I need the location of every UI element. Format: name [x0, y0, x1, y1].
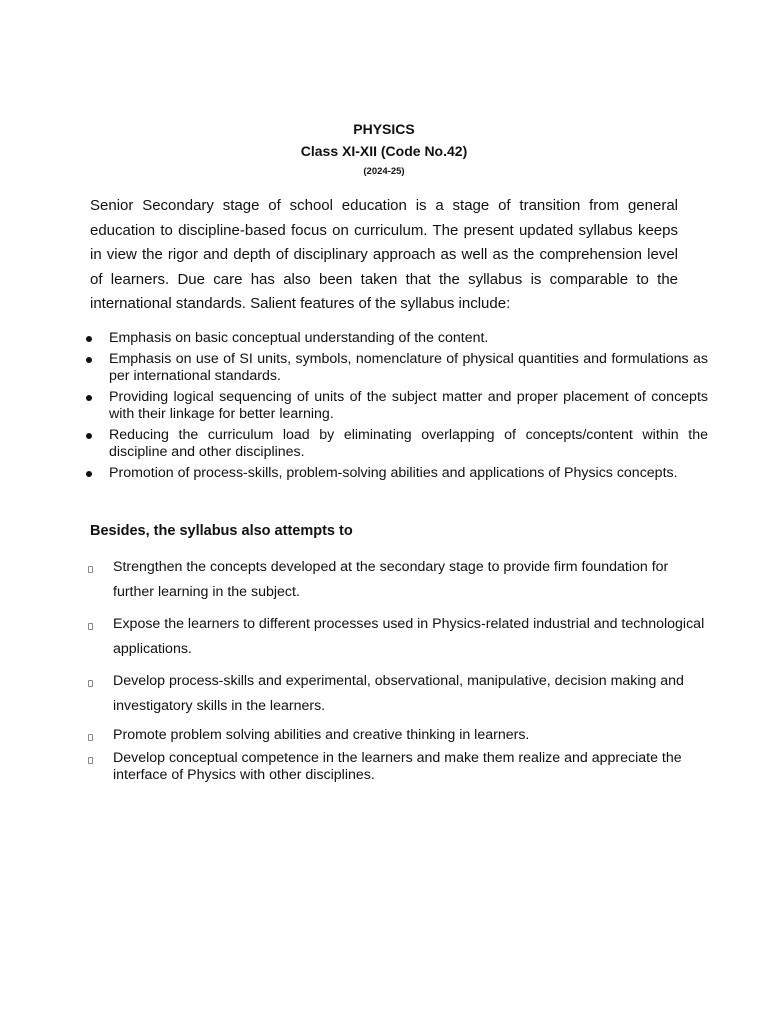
- list-item: [0, 555, 713, 604]
- bullet-box-icon: [88, 623, 93, 630]
- section-heading: Besides, the syllabus also attempts to: [90, 523, 353, 539]
- list-item: [0, 330, 708, 347]
- list-item: [0, 427, 708, 461]
- document-subtitle: Class XI-XII (Code No.42): [300, 143, 468, 159]
- bullet-box-icon: [88, 566, 93, 573]
- feature-text: Emphasis on use of SI units, symbols, nomenclature of physical quantities and formulations as per international standards.: [109, 351, 708, 384]
- list-item: [0, 750, 713, 784]
- bullet-icon: [86, 357, 92, 363]
- attempts-list: [0, 555, 768, 790]
- list-item: [0, 669, 713, 718]
- feature-text: Reducing the curriculum load by eliminating overlapping of concepts/content within the discipline and other disciplines.: [109, 427, 708, 460]
- list-item: [0, 727, 713, 744]
- bullet-icon: [86, 471, 92, 477]
- attempt-text: Develop process-skills and experimental, observational, manipulative, decision making and investigatory skills in the learners.: [113, 673, 684, 714]
- attempt-text: Strengthen the concepts developed at the secondary stage to provide firm foundation for further learning in the subject.: [113, 559, 669, 600]
- attempt-text: Develop conceptual competence in the learners and make them realize and appreciate the interface of Physics with other disciplines.: [113, 749, 682, 783]
- bullet-box-icon: [88, 734, 93, 741]
- bullet-box-icon: [88, 757, 93, 764]
- bullet-icon: [86, 395, 92, 401]
- features-list: [0, 330, 768, 486]
- intro-paragraph: Senior Secondary stage of school education is a stage of transition from general education to discipline-based focus on curriculum. The present updated syllabus keeps in view the rigor and depth of disciplinary approach as well as the comprehension level of learners. Due care has also been taken that the syllabus is comparable to the international standards. Salient features of the syllabus include:: [90, 197, 678, 313]
- feature-text: Providing logical sequencing of units of the subject matter and proper placement of concepts with their linkage for better learning.: [109, 389, 708, 422]
- list-item: [0, 612, 713, 661]
- attempt-text: Promote problem solving abilities and creative thinking in learners.: [113, 726, 530, 743]
- feature-text: Emphasis on basic conceptual understanding of the content.: [109, 330, 489, 346]
- bullet-icon: [86, 336, 92, 342]
- bullet-icon: [86, 433, 92, 439]
- list-item: [0, 389, 708, 423]
- document-title: PHYSICS: [353, 121, 415, 137]
- attempt-text: Expose the learners to different processes used in Physics-related industrial and technological applications.: [113, 616, 705, 657]
- list-item: [0, 351, 708, 385]
- bullet-box-icon: [88, 680, 93, 687]
- document-year: (2024-25): [363, 166, 405, 177]
- list-item: [0, 465, 708, 482]
- feature-text: Promotion of process-skills, problem-solving abilities and applications of Physics concepts.: [109, 465, 678, 481]
